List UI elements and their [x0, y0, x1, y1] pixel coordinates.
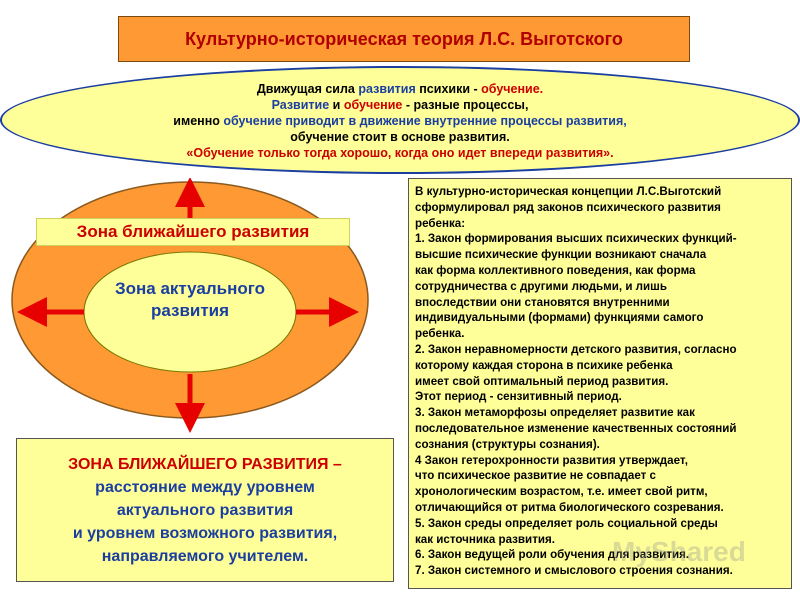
watermark: MyShared [612, 536, 746, 567]
principle-line-5: «Обучение только тогда хорошо, когда оно идет впереди развития». [186, 146, 614, 160]
principle-text [100, 81, 700, 161]
law-line: 2. Закон неравномерности детского развития, согласно [415, 342, 737, 356]
law-line: ребенка. [415, 327, 465, 341]
zpd-definition: ЗОНА БЛИЖАЙШЕГО РАЗВИТИЯ – расстояние между уровнем актуального развития и уровнем возможного развития, направляемого учителем. [16, 438, 394, 582]
law-line: которому каждая сторона в психике ребенка [415, 358, 673, 372]
law-line: сформулировал ряд законов психического развития [415, 200, 721, 214]
page-title: Культурно-историческая теория Л.С. Выготского [118, 16, 690, 62]
development-laws-text [408, 178, 792, 589]
law-line: что психическое развитие не совпадает с [415, 469, 656, 483]
law-line: В культурно-историческая концепции Л.С.Выготский [415, 185, 722, 198]
principle-line-1: Движущая сила развития психики - обучение. [256, 82, 544, 96]
law-line: сотрудничества с другими людьми, и лишь [415, 279, 667, 293]
proximal-zone-label: Зона ближайшего развития [36, 218, 350, 246]
principle-line-2: Развитие и обучение - разные процессы, [271, 98, 529, 112]
law-line: 5. Закон среды определяет роль социальной среды [415, 516, 718, 530]
principle-line-4: обучение стоит в основе развития. [290, 130, 510, 144]
law-line: 1. Закон формирования высших психических функций- [415, 232, 737, 246]
zones-diagram [0, 178, 400, 438]
law-line: как форма коллективного поведения, как форма [415, 263, 696, 277]
law-line: последовательное изменение качественных состояний [415, 421, 737, 435]
law-line: 3. Закон метаморфозы определяет развитие как [415, 406, 695, 420]
definition-heading: ЗОНА БЛИЖАЙШЕГО РАЗВИТИЯ – [68, 455, 342, 473]
law-line: ребенка: [415, 216, 466, 230]
law-line: Этот период - сензитивный период. [415, 390, 622, 404]
law-line: отличающийся от ритма биологического созревания. [415, 500, 724, 514]
law-line: имеет свой оптимальный период развития. [415, 374, 669, 388]
actual-zone-label: Зона актуального развития [114, 279, 266, 320]
law-line: как источника развития. [415, 532, 555, 546]
law-line: 4 Закон гетерохронности развития утверждает, [415, 453, 688, 467]
law-line: индивидуальными (формами) функциями самого [415, 311, 704, 325]
law-line: хронологическим возрастом, т.е. имеет свой ритм, [415, 485, 708, 499]
law-line: 6. Закон ведущей роли обучения для развития. [415, 548, 690, 562]
law-line: 7. Закон системного и смыслового строения сознания. [415, 564, 733, 578]
principle-line-3: именно обучение приводит в движение внутренние процессы развития, [173, 114, 627, 128]
law-line: впоследствии они становятся внутренними [415, 295, 670, 309]
law-line: сознания (структуры сознания). [415, 437, 600, 451]
law-line: высшие психические функции возникают сначала [415, 248, 707, 262]
